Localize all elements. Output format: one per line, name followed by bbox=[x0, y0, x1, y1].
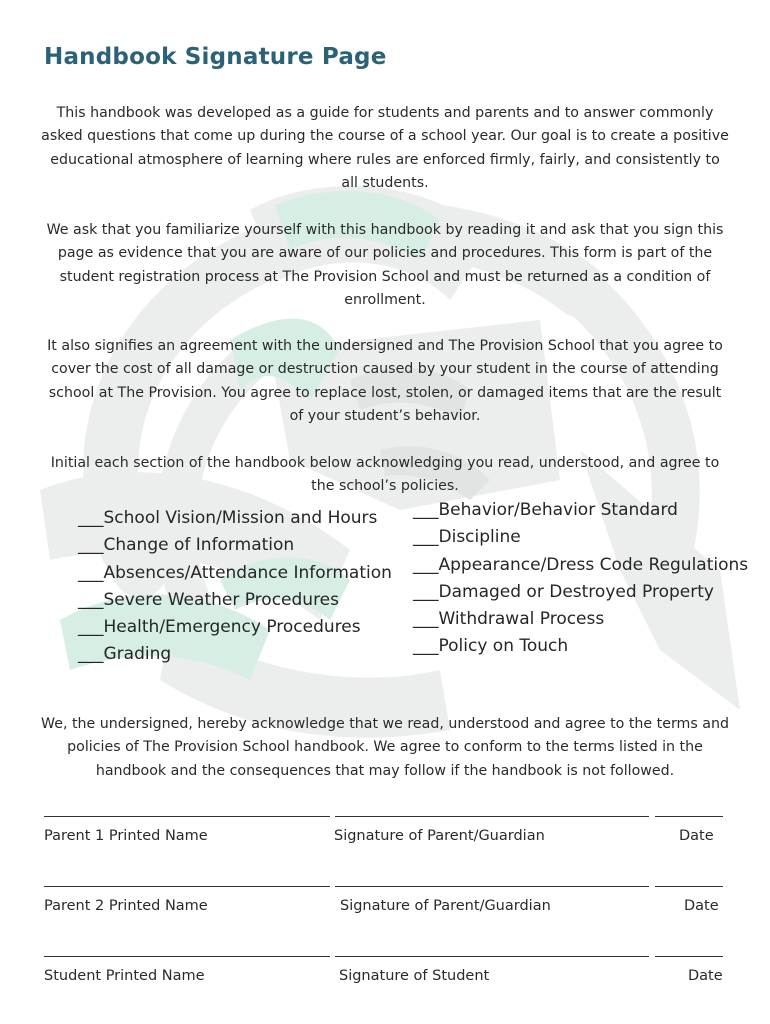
student-date-label: Date bbox=[688, 968, 723, 984]
student-signature-line[interactable] bbox=[335, 956, 649, 957]
section-initial-absences: ___Absences/Attendance Information bbox=[78, 562, 392, 583]
familiarize-paragraph: We ask that you familiarize yourself with this handbook by reading it and ask that you sign this page as evidence that you are aware of our policies and procedures. This form is part of the student registration process at The Provision School and must be returned as a condition of enrollment. bbox=[46, 222, 724, 309]
signature-row-parent-1 bbox=[44, 816, 724, 856]
parent-2-signature-line[interactable] bbox=[335, 886, 649, 887]
section-initial-behavior: ___Behavior/Behavior Standard bbox=[413, 500, 678, 520]
intro-paragraph: This handbook was developed as a guide for students and parents and to answer commonly asked questions that come up during the course of a school year. Our goal is to create a positive educational atmosphere of learning where rules are enforced firmly, fairly, and consistently to all students. bbox=[41, 105, 729, 192]
signature-row-student bbox=[44, 956, 724, 996]
student-name-line[interactable] bbox=[44, 956, 330, 957]
section-initial-grading: ___Grading bbox=[78, 644, 172, 665]
section-initial-damaged-property: ___Damaged or Destroyed Property bbox=[413, 581, 714, 602]
page-title: Handbook Signature Page bbox=[44, 44, 387, 70]
agreement-paragraph: It also signifies an agreement with the undersigned and The Provision School that you agree to cover the cost of all damage or destruction caused by your student in the course of attending school at The Provision. You agree to replace lost, stolen, or damaged items that are the result of your student’s behavior. bbox=[47, 338, 723, 425]
section-initial-withdrawal: ___Withdrawal Process bbox=[413, 609, 605, 630]
parent-2-name-label: Parent 2 Printed Name bbox=[44, 898, 208, 914]
parent-2-signature-label: Signature of Parent/Guardian bbox=[340, 898, 551, 914]
parent-1-date-label: Date bbox=[679, 828, 714, 844]
section-initial-discipline: ___Discipline bbox=[413, 527, 521, 548]
section-initial-policy-on-touch: ___Policy on Touch bbox=[413, 636, 569, 657]
parent-2-name-line[interactable] bbox=[44, 886, 330, 887]
section-initial-severe-weather: ___Severe Weather Procedures bbox=[78, 589, 340, 610]
parent-1-date-line[interactable] bbox=[655, 816, 723, 817]
parent-2-date-line[interactable] bbox=[655, 886, 723, 887]
section-initial-dress-code: ___Appearance/Dress Code Regulations bbox=[413, 554, 749, 575]
sections-right-column bbox=[413, 497, 748, 661]
parent-1-name-line[interactable] bbox=[44, 816, 330, 817]
section-initial-health: ___Health/Emergency Procedures bbox=[78, 617, 361, 638]
student-name-label: Student Printed Name bbox=[44, 968, 205, 984]
parent-2-date-label: Date bbox=[684, 898, 719, 914]
parent-1-signature-label: Signature of Parent/Guardian bbox=[334, 828, 545, 844]
signature-row-parent-2 bbox=[44, 886, 724, 926]
initial-instructions: Initial each section of the handbook below acknowledging you read, understood, and agree to the school’s policies. bbox=[50, 455, 720, 495]
student-date-line[interactable] bbox=[655, 956, 723, 957]
section-initial-vision: ___School Vision/Mission and Hours bbox=[78, 508, 378, 528]
section-initial-change-of-information: ___Change of Information bbox=[78, 535, 295, 556]
parent-1-signature-line[interactable] bbox=[335, 816, 649, 817]
student-signature-label: Signature of Student bbox=[339, 968, 490, 984]
sections-left-column bbox=[78, 505, 392, 669]
parent-1-name-label: Parent 1 Printed Name bbox=[44, 828, 208, 844]
acknowledgment-paragraph: We, the undersigned, hereby acknowledge that we read, understood and agree to the terms and policies of The Provision School handbook. We agree to conform to the terms listed in the handbook and the consequences that may follow if the handbook is not followed. bbox=[41, 716, 729, 779]
